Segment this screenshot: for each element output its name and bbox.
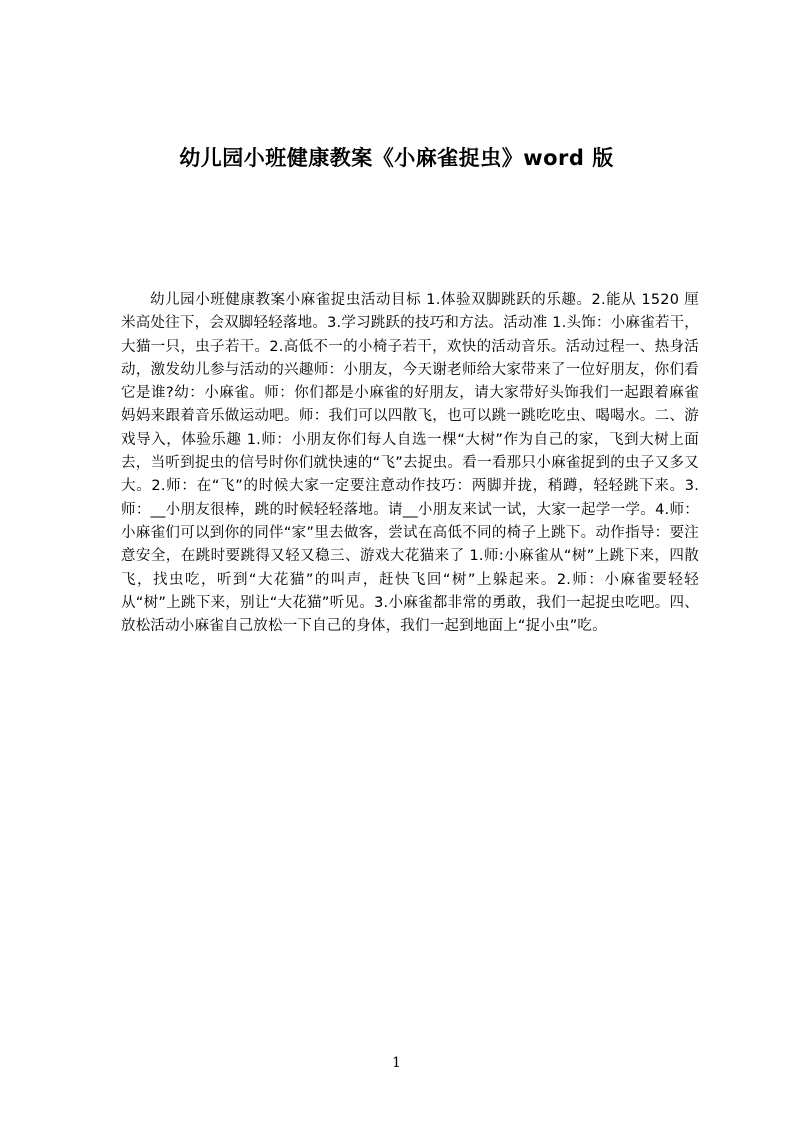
document-body-paragraph: 幼儿园小班健康教案小麻雀捉虫活动目标 1.体验双脚跳跃的乐趣。2.能从 1520 厘米高处往下，会双脚轻轻落地。3.学习跳跃的技巧和方法。活动准 1.头饰：小麻雀若干，大猫一只，虫子若干。2.高低不一的小椅子若干，欢快的活动音乐。活动过程一、热身活动，激发幼儿参与活动的兴趣师：小朋友，今天谢老师给大家带来了一位好朋友，你们看它是谁?幼：小麻雀。师：你们都是小麻雀的好朋友，请大家带好头饰我们一起跟着麻雀妈妈来跟着音乐做运动吧。师：我们可以四散飞，也可以跳一跳吃吃虫、喝喝水。二、游戏导入，体验乐趣 1.师：小朋友你们每人自选一棵“大树”作为自己的家，飞到大树上面去，当听到捉虫的信号时你们就快速的“飞”去捉虫。看一看那只小麻雀捉到的虫子又多又大。2.师：在“飞”的时候大家一定要注意动作技巧：两脚并拢，稍蹲，轻轻跳下来。3.师：__小朋友很棒，跳的时候轻轻落地。请__小朋友来试一试，大家一起学一学。4.师：小麻雀们可以到你的同伴“家”里去做客，尝试在高低不同的椅子上跳下。动作指导：要注意安全，在跳时要跳得又轻又稳三、游戏大花猫来了 1.师:小麻雀从“树”上跳下来，四散飞，找虫吃，听到“大花猫”的叫声，赶快飞回“树”上躲起来。2.师：小麻雀要轻轻从“树”上跳下来，别让“大花猫”听见。3.小麻雀都非常的勇敢，我们一起捉虫吃吧。四、放松活动小麻雀自己放松一下自己的身体，我们一起到地面上“捉小虫”吃。 <box>121 292 699 635</box>
page-number: 1 <box>392 1055 401 1071</box>
document-title: 幼儿园小班健康教案《小麻雀捉虫》word 版 <box>179 146 614 170</box>
